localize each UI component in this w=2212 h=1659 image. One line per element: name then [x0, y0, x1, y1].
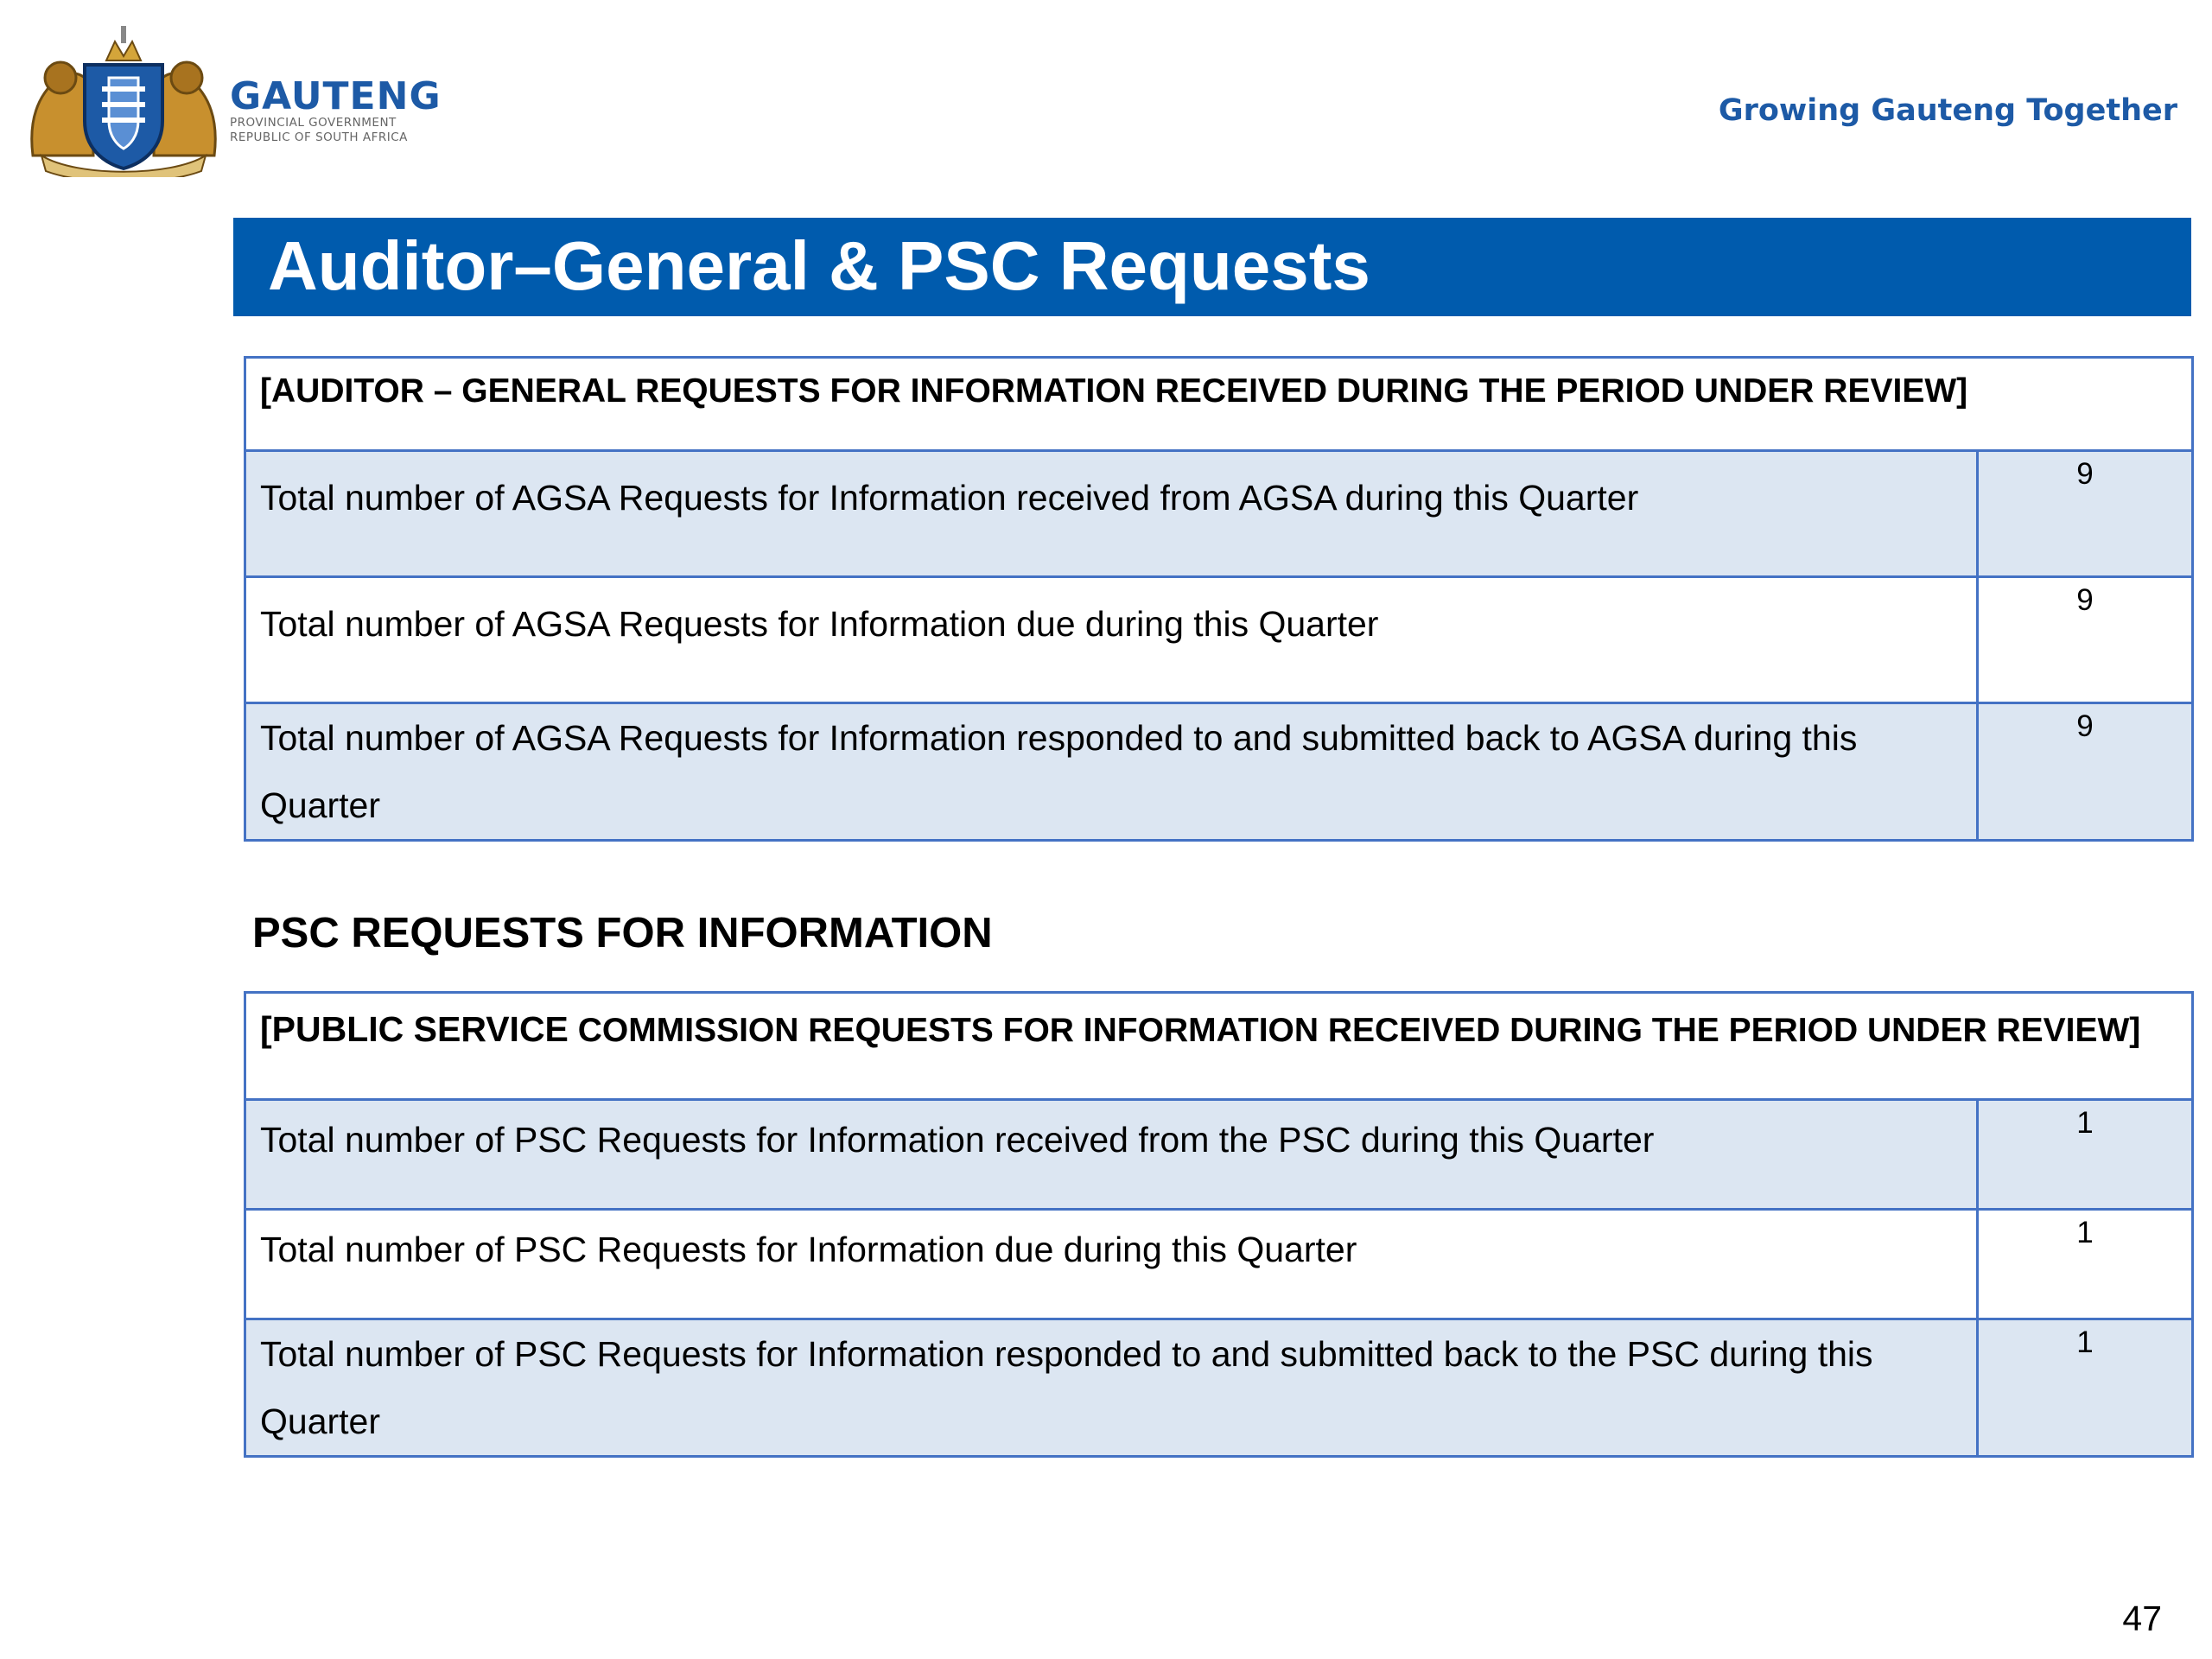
row-label-cell: [245, 451, 1978, 577]
row-label-cell: [245, 703, 1978, 841]
row-value-cell: [1978, 1210, 2193, 1319]
agsa-table-header-cell: [245, 358, 2193, 451]
agsa-table-header-row: [245, 358, 2193, 451]
logo-subtitle-2: REPUBLIC OF SOUTH AFRICA: [230, 130, 408, 144]
agsa-table-header: [AUDITOR – GENERAL REQUESTS FOR INFORMATION RECEIVED DURING THE PERIOD UNDER REVIEW]: [260, 372, 1968, 410]
psc-header-part2: COMMISSION REQUESTS FOR INFORMATION RECEIVED DURING THE PERIOD UNDER REVIEW]: [568, 1012, 2141, 1049]
psc-section-heading: PSC REQUESTS FOR INFORMATION: [252, 910, 993, 957]
row-label: Total number of AGSA Requests for Information responded to and submitted back to AGSA during this Quarter: [260, 718, 1858, 825]
row-value-cell: [1978, 1319, 2193, 1457]
coat-of-arms-icon: [24, 26, 223, 177]
psc-table-header: [246, 994, 2191, 1050]
row-label: Total number of AGSA Requests for Information due during this Quarter: [260, 604, 1379, 644]
table-row: [245, 1100, 2193, 1210]
psc-table-header-cell: [245, 993, 2193, 1100]
row-value: 1: [2076, 1325, 2094, 1359]
row-label: Total number of PSC Requests for Information due during this Quarter: [260, 1230, 1357, 1269]
table-row: [245, 1319, 2193, 1457]
psc-header-part1: [PUBLIC SERVICE: [260, 1009, 569, 1049]
logo-subtitle-1: PROVINCIAL GOVERNMENT: [230, 116, 397, 130]
row-value: 1: [2076, 1216, 2094, 1249]
title-bar: [233, 218, 2191, 316]
row-value-cell: [1978, 1100, 2193, 1210]
row-value: 9: [2076, 457, 2094, 491]
logo-name: GAUTENG: [230, 74, 442, 118]
row-value-cell: [1978, 451, 2193, 577]
psc-requests-table: [244, 991, 2194, 1458]
row-label: Total number of PSC Requests for Information responded to and submitted back to the PSC during this Quarter: [260, 1334, 1873, 1441]
row-value-cell: [1978, 577, 2193, 703]
row-label-cell: [245, 577, 1978, 703]
psc-table-header-row: [245, 993, 2193, 1100]
table-row: [245, 1210, 2193, 1319]
agsa-requests-table: [244, 356, 2194, 842]
table-row: [245, 577, 2193, 703]
row-value-cell: [1978, 703, 2193, 841]
row-value: 1: [2076, 1106, 2094, 1140]
row-label: Total number of AGSA Requests for Information received from AGSA during this Quarter: [260, 478, 1639, 518]
table-row: [245, 451, 2193, 577]
page-title: Auditor–General & PSC Requests: [268, 227, 1370, 304]
gauteng-logo: [24, 26, 442, 177]
row-label-cell: [245, 1319, 1978, 1457]
page-number: 47: [2122, 1599, 2162, 1638]
row-label-cell: [245, 1100, 1978, 1210]
row-value: 9: [2076, 709, 2094, 743]
row-label: Total number of PSC Requests for Information received from the PSC during this Quarter: [260, 1120, 1655, 1160]
row-value: 9: [2076, 583, 2094, 617]
table-row: [245, 703, 2193, 841]
row-label-cell: [245, 1210, 1978, 1319]
tagline: Growing Gauteng Together: [1718, 93, 2177, 128]
